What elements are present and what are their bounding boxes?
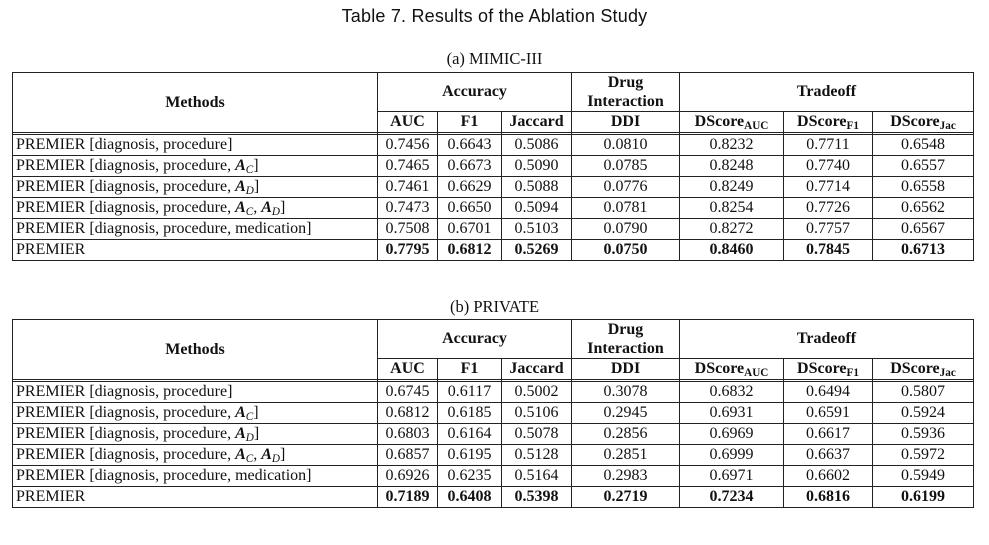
table-row: PREMIER [diagnosis, procedure] 0.6745 0.6117 0.5002 0.3078 0.6832 0.6494 0.5807 [13, 382, 974, 403]
header-dscore-jac: DScore$_{Jac}$ [873, 359, 974, 380]
table-private [12, 319, 974, 508]
header-dscore-jac: DScore$_{Jac}$ [873, 112, 974, 133]
header-dscore-auc: DScore$_{AUC}$ [680, 112, 784, 133]
table-row: PREMIER [diagnosis, procedure, $A_C$, $A_D$] 0.7473 0.6650 0.5094 0.0781 0.8254 0.7726 0.6562 [13, 198, 974, 219]
table-row: PREMIER [diagnosis, procedure, medication] 0.6926 0.6235 0.5164 0.2983 0.6971 0.6602 0.5949 [13, 466, 974, 487]
header-f1: F1 [438, 112, 502, 133]
header-dscore-auc: DScore$_{AUC}$ [680, 359, 784, 380]
header-methods: Methods [13, 320, 378, 380]
subcaption-mimic: (a) MIMIC-III [446, 49, 543, 68]
header-drug-interaction: Drug Interaction [572, 320, 680, 359]
table-row: PREMIER [diagnosis, procedure, $A_C$] 0.7465 0.6673 0.5090 0.0785 0.8248 0.7740 0.6557 [13, 156, 974, 177]
header-tradeoff: Tradeoff [680, 320, 974, 359]
header-drug-interaction: Drug Interaction [572, 73, 680, 112]
header-auc: AUC [378, 112, 438, 133]
table-row: PREMIER [diagnosis, procedure, $A_D$] 0.6803 0.6164 0.5078 0.2856 0.6969 0.6617 0.5936 [13, 424, 974, 445]
header-jaccard: Jaccard [502, 112, 572, 133]
subcaption-private: (b) PRIVATE [449, 297, 540, 316]
header-ddi: DDI [572, 359, 680, 380]
table-row: PREMIER [diagnosis, procedure, $A_D$] 0.7461 0.6629 0.5088 0.0776 0.8249 0.7714 0.6558 [13, 177, 974, 198]
header-f1: F1 [438, 359, 502, 380]
header-methods: Methods [13, 73, 378, 133]
header-dscore-f1: DScore$_{F1}$ [784, 112, 873, 133]
table-row: PREMIER [diagnosis, procedure, $A_C$] 0.6812 0.6185 0.5106 0.2945 0.6931 0.6591 0.5924 [13, 403, 974, 424]
header-jaccard: Jaccard [502, 359, 572, 380]
table-row: PREMIER [diagnosis, procedure, medication] 0.7508 0.6701 0.5103 0.0790 0.8272 0.7757 0.6567 [13, 219, 974, 240]
table-caption: Table 7. Results of the Ablation Study [341, 6, 648, 26]
header-ddi: DDI [572, 112, 680, 133]
header-dscore-f1: DScore$_{F1}$ [784, 359, 873, 380]
header-auc: AUC [378, 359, 438, 380]
table-row: PREMIER [diagnosis, procedure, $A_C$, $A_D$] 0.6857 0.6195 0.5128 0.2851 0.6999 0.6637 0.5972 [13, 445, 974, 466]
header-accuracy: Accuracy [378, 320, 572, 359]
table-row-best: PREMIER 0.7795 0.6812 0.5269 0.0750 0.8460 0.7845 0.6713 [13, 240, 974, 261]
header-accuracy: Accuracy [378, 73, 572, 112]
table-mimic [12, 72, 974, 261]
table-row-best: PREMIER 0.7189 0.6408 0.5398 0.2719 0.7234 0.6816 0.6199 [13, 487, 974, 508]
table-row: PREMIER [diagnosis, procedure] 0.7456 0.6643 0.5086 0.0810 0.8232 0.7711 0.6548 [13, 135, 974, 156]
header-tradeoff: Tradeoff [680, 73, 974, 112]
